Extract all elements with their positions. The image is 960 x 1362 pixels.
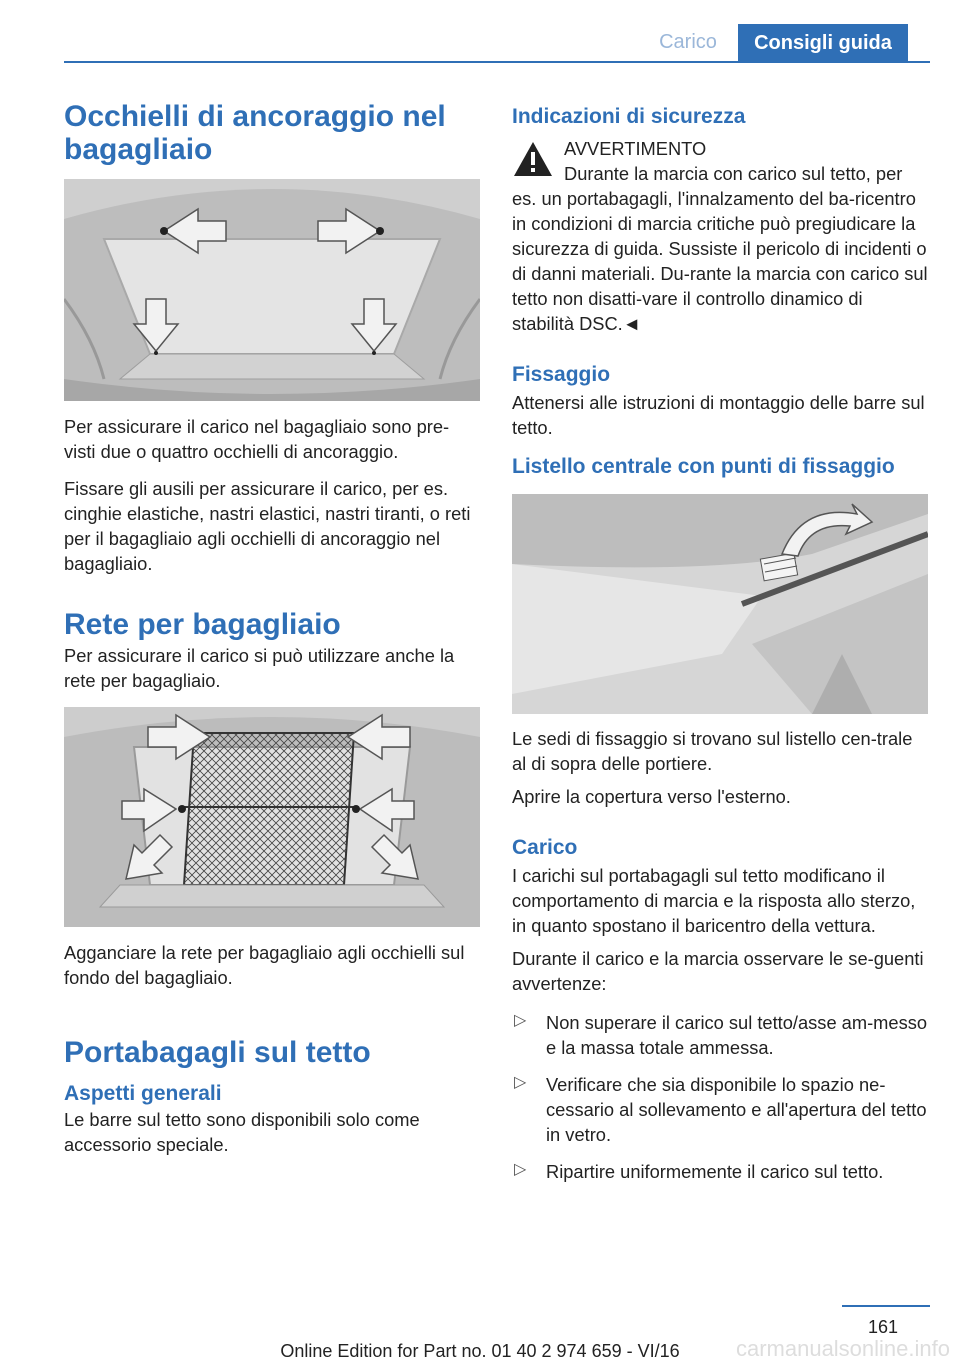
text-listello-1: Le sedi di fissaggio si trovano sul listello cen-trale al di sopra delle portiere. [512,728,913,774]
footer-rule [842,1305,930,1307]
figure-trunk-anchors [64,179,480,401]
page-number: 161 [867,1317,898,1337]
edition-line: Online Edition for Part no. 01 40 2 974 659 - VI/16 [280,1341,680,1361]
figure-trunk-net [64,707,480,927]
header-rule [64,61,930,63]
header-section-tab: Carico [659,31,717,53]
bullet-text: Ripartire uniformemente il carico sul tetto. [546,1161,884,1182]
text-carico-1: I carichi sul portabagagli sul tetto modificano il comportamento di marcia e la risposta allo sterzo, in quanto spostano il baricentro della vettura. [512,865,916,936]
text-occhielli-2: Fissare gli ausili per assicurare il carico, per es. cinghie elastiche, nastri elastici, nastri tiranti, o reti per il bagagliaio agli occhielli di ancoraggio nel bagagliaio. [64,478,471,574]
heading-occhielli: Occhielli di ancoraggio nel bagagliaio [64,100,446,166]
heading-aspetti: Aspetti generali [64,1082,222,1105]
heading-carico: Carico [512,836,578,859]
warning-block [512,136,928,336]
left-column [64,100,480,1157]
heading-sicurezza: Indicazioni di sicurezza [512,105,746,128]
figure-roof-rail [512,494,928,714]
text-carico-2: Durante il carico e la marcia osservare le se-guenti avvertenze: [512,948,924,994]
bullet-triangle-icon: ▷ [514,1161,527,1178]
bullet-text: Verificare che sia disponibile lo spazio ne-cessario al sollevamento e all'apertura del tetto in vetro. [546,1074,927,1145]
heading-fissaggio: Fissaggio [512,363,611,386]
text-aspetti: Le barre sul tetto sono disponibili solo come accessorio speciale. [64,1109,420,1155]
heading-rete: Rete per bagagliaio [64,608,341,641]
bullet-text: Non superare il carico sul tetto/asse am-messo e la massa totale ammessa. [546,1012,928,1058]
warning-text: Durante la marcia con carico sul tetto, per es. un portabagagli, l'innalzamento del ba-ricentro in condizioni di marcia critiche può pregiudicare la sicurezza di guida. Sussiste il pericolo di incidenti o di danni materiali. Du-rante la marcia con carico sul tetto non disatti-vare il controllo dinamico di stabilità DSC.◄ [512,163,928,334]
bullet-triangle-icon: ▷ [514,1012,527,1029]
list-item [512,1072,928,1147]
list-item [512,1010,928,1060]
warning-title: AVVERTIMENTO [564,138,707,159]
heading-listello: Listello centrale con punti di fissaggio [512,455,895,478]
warning-triangle-icon [512,140,554,178]
text-fissaggio: Attenersi alle istruzioni di montaggio delle barre sul tetto. [512,392,925,438]
bullet-triangle-icon: ▷ [514,1074,527,1091]
right-column [512,100,928,1184]
text-listello-2: Aprire la copertura verso l'esterno. [512,786,791,807]
text-rete-1: Per assicurare il carico si può utilizzare anche la rete per bagagliaio. [64,645,455,691]
list-item [512,1159,928,1184]
text-rete-2: Agganciare la rete per bagagliaio agli occhielli sul fondo del bagagliaio. [64,942,465,988]
watermark: carmanualsonline.info [735,1336,950,1361]
heading-portabagagli: Portabagagli sul tetto [64,1036,371,1069]
text-occhielli-1: Per assicurare il carico nel bagagliaio sono pre-visti due o quattro occhielli di ancoraggio. [64,416,450,462]
header-chapter-tab: Consigli guida [738,24,908,63]
